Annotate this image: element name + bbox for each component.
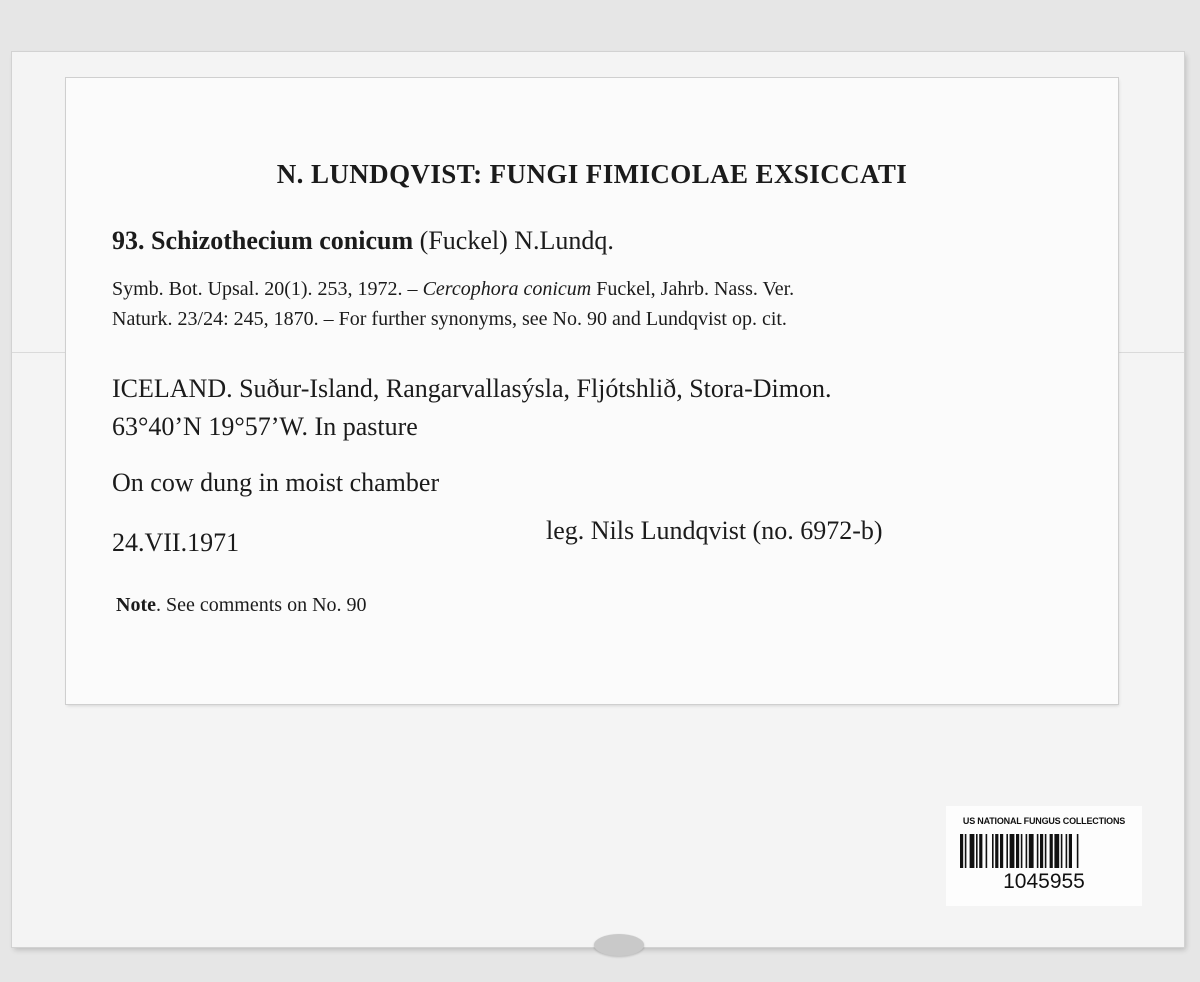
locality-block — [112, 370, 831, 446]
barcode-number: 1045955 — [1003, 870, 1085, 893]
species-authority: (Fuckel) N.Lundq. — [419, 226, 614, 255]
substrate-text: On cow dung in moist chamber — [112, 468, 440, 497]
reference-end: Fuckel, Jahrb. Nass. Ver. — [591, 278, 795, 300]
packet-clip — [594, 934, 644, 956]
reference-line-1 — [112, 274, 794, 304]
references-block — [112, 274, 794, 334]
note-text: . See comments on No. 90 — [155, 594, 367, 616]
collection-date: 24.VII.1971 — [112, 528, 240, 557]
herbarium-label — [66, 78, 1118, 704]
note-label: Note — [116, 594, 156, 616]
locality-line-2: 63°40’N 19°57’W. In pasture — [112, 412, 418, 441]
label-title: N. LUNDQVIST: FUNGI FIMICOLAE EXSICCATI — [276, 159, 908, 189]
locality-line-1: ICELAND. Suður-Island, Rangarvallasýsla, Fljótshlið, Stora-Dimon. — [112, 374, 832, 403]
barcode-icon — [960, 834, 1128, 868]
species-name: 93. Schizothecium conicum — [112, 226, 414, 255]
barcode-label — [946, 806, 1142, 906]
reference-synonym: Cercophora conicum — [422, 278, 592, 300]
note-line — [116, 594, 367, 617]
collector-text: leg. Nils Lundqvist (no. 6972-b) — [546, 516, 883, 545]
reference-start: Symb. Bot. Upsal. 20(1). 253, 1972. – — [112, 278, 423, 300]
reference-line-2: Naturk. 23/24: 245, 1870. – For further synonyms, see No. 90 and Lundqvist op. cit. — [112, 308, 787, 330]
barcode-institution: US NATIONAL FUNGUS COLLECTIONS — [962, 816, 1126, 826]
species-line — [112, 226, 614, 256]
